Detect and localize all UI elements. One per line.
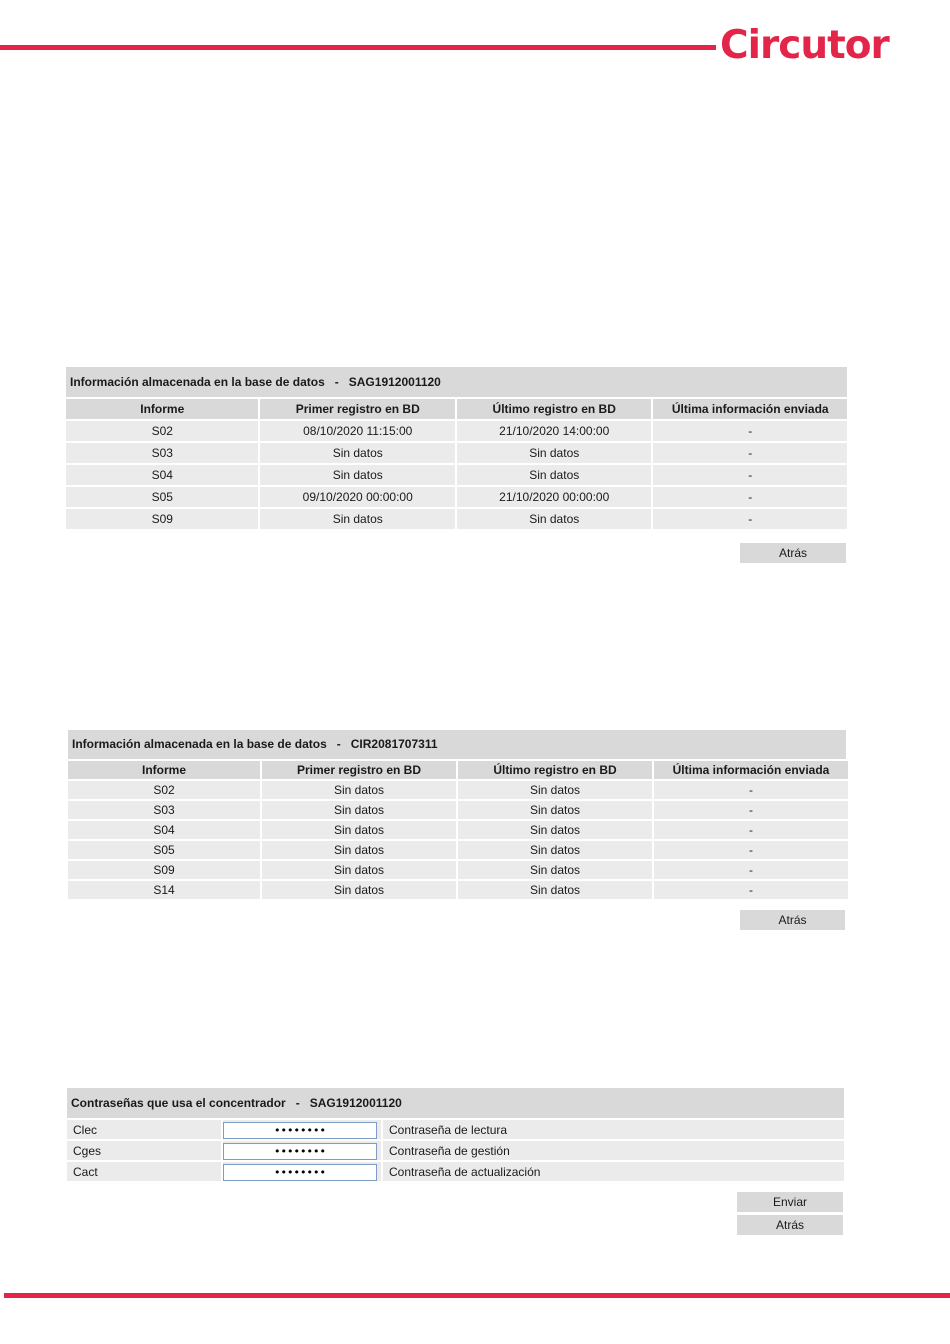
cell: Sin datos xyxy=(458,821,652,839)
cell: S02 xyxy=(68,781,260,799)
table-row xyxy=(68,881,848,899)
table-row xyxy=(68,801,848,819)
cell: S05 xyxy=(66,487,258,507)
cell: Sin datos xyxy=(260,465,455,485)
cell: S03 xyxy=(66,443,258,463)
panel-title-text: Información almacenada en la base de datos xyxy=(72,737,327,751)
header-rule xyxy=(0,45,716,50)
back-button[interactable]: Atrás xyxy=(740,910,845,930)
cell: S09 xyxy=(68,861,260,879)
db-info-panel-cir xyxy=(68,730,846,901)
passwords-table xyxy=(65,1118,846,1183)
cell: - xyxy=(654,881,848,899)
cell: S04 xyxy=(66,465,258,485)
cell: Sin datos xyxy=(262,821,456,839)
cell: Sin datos xyxy=(260,443,455,463)
cell: S09 xyxy=(66,509,258,529)
cell: S05 xyxy=(68,841,260,859)
table-row xyxy=(66,421,847,441)
cell: 21/10/2020 00:00:00 xyxy=(457,487,652,507)
column-header: Primer registro en BD xyxy=(262,761,456,779)
table-row xyxy=(66,509,847,529)
column-header: Informe xyxy=(68,761,260,779)
cell: Sin datos xyxy=(262,881,456,899)
cell: - xyxy=(654,861,848,879)
cell: - xyxy=(653,509,847,529)
device-id: CIR2081707311 xyxy=(350,737,438,751)
title-separator: - xyxy=(295,1096,300,1110)
cell: - xyxy=(654,801,848,819)
cell: - xyxy=(653,421,847,441)
password-row xyxy=(67,1120,844,1139)
table-header-row xyxy=(66,399,847,419)
password-description: Contraseña de gestión xyxy=(383,1141,844,1160)
cell: Sin datos xyxy=(458,881,652,899)
column-header: Última información enviada xyxy=(654,761,848,779)
cell: Sin datos xyxy=(457,465,652,485)
panel-title-text: Contraseñas que usa el concentrador xyxy=(71,1096,286,1110)
back-button[interactable]: Atrás xyxy=(737,1215,843,1235)
panel-title xyxy=(67,1088,844,1118)
column-header: Último registro en BD xyxy=(458,761,652,779)
password-key: Cact xyxy=(67,1162,221,1181)
cell: Sin datos xyxy=(458,781,652,799)
table-row xyxy=(68,841,848,859)
column-header: Primer registro en BD xyxy=(260,399,455,419)
cell: Sin datos xyxy=(262,781,456,799)
password-description: Contraseña de lectura xyxy=(383,1120,844,1139)
password-input-cges[interactable] xyxy=(223,1143,377,1160)
cell: Sin datos xyxy=(262,801,456,819)
password-row xyxy=(67,1162,844,1181)
cell: Sin datos xyxy=(262,841,456,859)
title-separator: - xyxy=(334,375,339,389)
device-id: SAG1912001120 xyxy=(309,1096,402,1110)
cell: Sin datos xyxy=(458,801,652,819)
cell: Sin datos xyxy=(457,509,652,529)
panel-title-text: Información almacenada en la base de datos xyxy=(70,375,325,389)
password-input-cact[interactable] xyxy=(223,1164,377,1181)
cell: S02 xyxy=(66,421,258,441)
db-info-table xyxy=(66,759,850,901)
db-info-table xyxy=(64,397,849,531)
footer-rule xyxy=(4,1293,950,1298)
cell: Sin datos xyxy=(260,509,455,529)
password-row xyxy=(67,1141,844,1160)
cell: S14 xyxy=(68,881,260,899)
cell: - xyxy=(653,465,847,485)
send-button[interactable]: Enviar xyxy=(737,1192,843,1212)
passwords-panel xyxy=(67,1088,844,1183)
column-header: Último registro en BD xyxy=(457,399,652,419)
password-key: Clec xyxy=(67,1120,221,1139)
title-separator: - xyxy=(336,737,341,751)
cell: Sin datos xyxy=(458,841,652,859)
panel-title xyxy=(66,367,847,397)
cell: 09/10/2020 00:00:00 xyxy=(260,487,455,507)
circutor-logo: Circutor xyxy=(720,23,889,68)
password-input-clec[interactable] xyxy=(223,1122,377,1139)
cell: Sin datos xyxy=(457,443,652,463)
cell: S03 xyxy=(68,801,260,819)
cell: Sin datos xyxy=(262,861,456,879)
cell: - xyxy=(654,781,848,799)
cell: Sin datos xyxy=(458,861,652,879)
table-row xyxy=(66,487,847,507)
table-row xyxy=(68,821,848,839)
device-id: SAG1912001120 xyxy=(348,375,441,389)
column-header: Última información enviada xyxy=(653,399,847,419)
cell: S04 xyxy=(68,821,260,839)
table-row xyxy=(68,781,848,799)
table-row xyxy=(68,861,848,879)
db-info-panel-sag xyxy=(66,367,847,531)
cell: 21/10/2020 14:00:00 xyxy=(457,421,652,441)
password-key: Cges xyxy=(67,1141,221,1160)
cell: - xyxy=(654,821,848,839)
cell: - xyxy=(653,443,847,463)
cell: - xyxy=(654,841,848,859)
back-button[interactable]: Atrás xyxy=(740,543,846,563)
password-description: Contraseña de actualización xyxy=(383,1162,844,1181)
table-header-row xyxy=(68,761,848,779)
column-header: Informe xyxy=(66,399,258,419)
table-row xyxy=(66,465,847,485)
cell: 08/10/2020 11:15:00 xyxy=(260,421,455,441)
panel-title xyxy=(68,730,846,759)
cell: - xyxy=(653,487,847,507)
table-row xyxy=(66,443,847,463)
